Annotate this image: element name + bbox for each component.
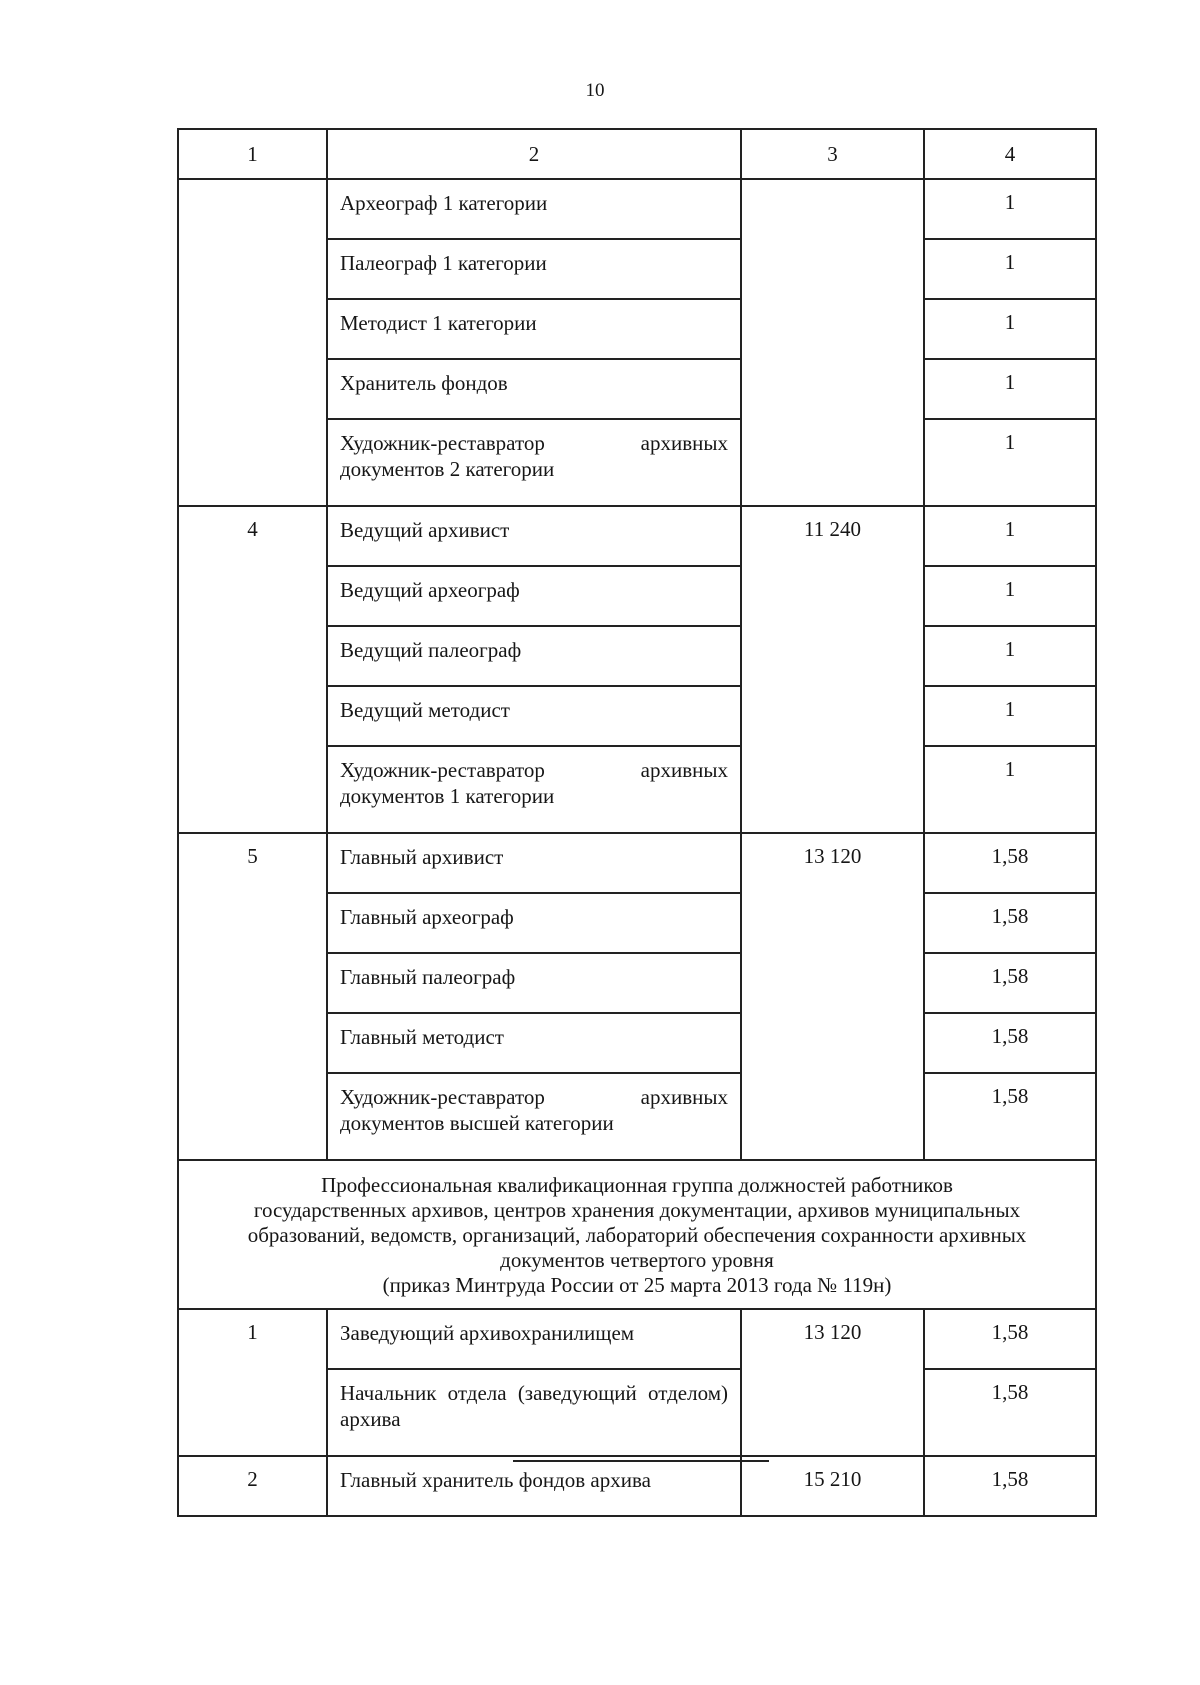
coefficient: 1,58 [924, 1013, 1096, 1073]
position-name: Ведущий методист [327, 686, 741, 746]
position-name: Художник-реставратор архивных документов 1 категории [327, 746, 741, 833]
coefficient: 1,58 [924, 1369, 1096, 1456]
position-name: Главный хранитель фондов архива [327, 1456, 741, 1516]
position-name: Палеограф 1 категории [327, 239, 741, 299]
position-name: Художник-реставратор архивных документов 2 категории [327, 419, 741, 506]
coefficient: 1 [924, 239, 1096, 299]
table-row [178, 1309, 1096, 1369]
position-name: Начальник отдела (заведующий отделом) архива [327, 1369, 741, 1456]
end-separator-line [513, 1460, 769, 1462]
position-name: Главный археограф [327, 893, 741, 953]
coefficient: 1 [924, 506, 1096, 566]
coefficient: 1,58 [924, 833, 1096, 893]
coefficient: 1 [924, 299, 1096, 359]
table-row [178, 1456, 1096, 1516]
header-cell: 3 [741, 129, 924, 179]
coefficient: 1 [924, 626, 1096, 686]
table-row [178, 179, 1096, 239]
coefficient: 1 [924, 359, 1096, 419]
position-name: Ведущий археограф [327, 566, 741, 626]
level-cell [178, 179, 327, 506]
coefficient: 1,58 [924, 953, 1096, 1013]
group-heading [178, 1160, 1096, 1309]
coefficient: 1 [924, 686, 1096, 746]
coefficient: 1,58 [924, 1456, 1096, 1516]
group-heading-line: документов четвертого уровня [500, 1248, 774, 1272]
coefficient: 1 [924, 566, 1096, 626]
table-header-row [178, 129, 1096, 179]
salary-value: 11 240 [741, 506, 924, 833]
position-name: Археограф 1 категории [327, 179, 741, 239]
position-name: Методист 1 категории [327, 299, 741, 359]
group-heading-order: (приказ Минтруда России от 25 марта 2013 года № 119н) [382, 1273, 892, 1297]
level-number: 2 [178, 1456, 327, 1516]
position-name: Заведующий архивохранилищем [327, 1309, 741, 1369]
coefficient: 1,58 [924, 893, 1096, 953]
level-number: 5 [178, 833, 327, 1160]
salary-value: 15 210 [741, 1456, 924, 1516]
header-cell: 2 [327, 129, 741, 179]
position-name: Хранитель фондов [327, 359, 741, 419]
coefficient: 1 [924, 179, 1096, 239]
table-row [178, 833, 1096, 893]
level-number: 4 [178, 506, 327, 833]
group-heading-line: образований, ведомств, организаций, лабораторий обеспечения сохранности архивных [247, 1223, 1027, 1247]
staff-table [177, 128, 1097, 1517]
table-row [178, 506, 1096, 566]
group-heading-line: Профессиональная квалификационная группа должностей работников [321, 1173, 953, 1197]
header-cell: 1 [178, 129, 327, 179]
group-heading-line: государственных архивов, центров хранения документации, архивов муниципальных [253, 1198, 1021, 1222]
page-number: 10 [585, 80, 605, 101]
coefficient: 1,58 [924, 1073, 1096, 1160]
position-name: Главный архивист [327, 833, 741, 893]
position-name: Главный палеограф [327, 953, 741, 1013]
position-name: Ведущий архивист [327, 506, 741, 566]
coefficient: 1 [924, 419, 1096, 506]
group-heading-row [178, 1160, 1096, 1309]
position-name: Главный методист [327, 1013, 741, 1073]
position-name: Художник-реставратор архивных документов высшей категории [327, 1073, 741, 1160]
coefficient: 1,58 [924, 1309, 1096, 1369]
coefficient: 1 [924, 746, 1096, 833]
level-number: 1 [178, 1309, 327, 1456]
salary-cell [741, 179, 924, 506]
position-name: Ведущий палеограф [327, 626, 741, 686]
salary-value: 13 120 [741, 1309, 924, 1456]
header-cell: 4 [924, 129, 1096, 179]
salary-value: 13 120 [741, 833, 924, 1160]
